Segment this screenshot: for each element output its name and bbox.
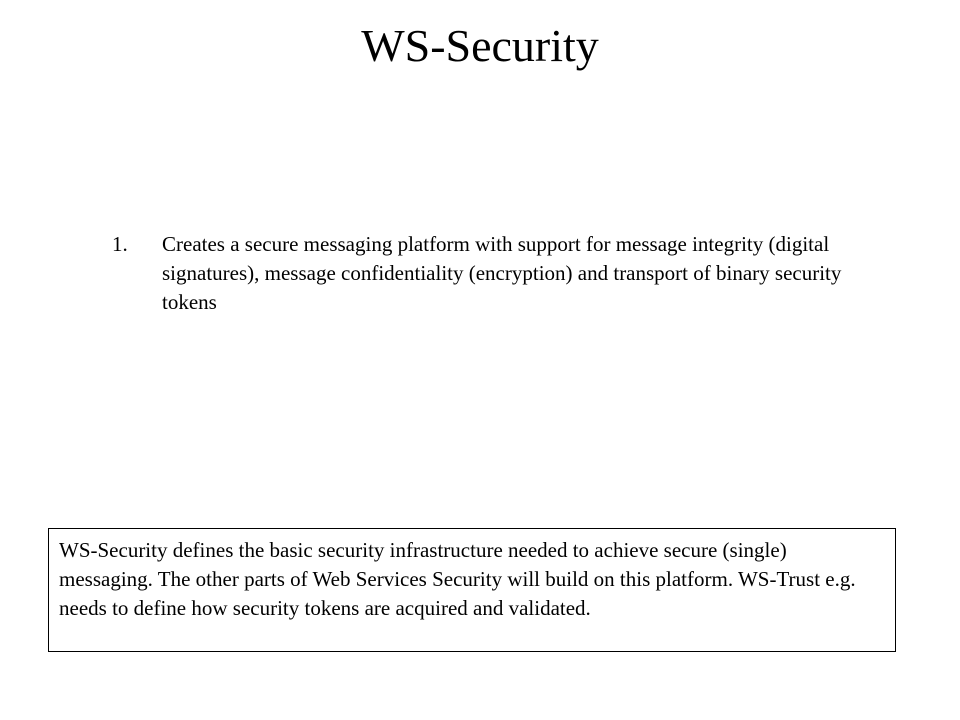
note-box: WS-Security defines the basic security infrastructure needed to achieve secure (single) messaging. The other parts of Web Services Security will build on this platform. WS-Trust e.g. needs to define how security tokens are acquired and validated. [48, 528, 896, 652]
list-item [112, 230, 862, 317]
slide-title: WS-Security [361, 20, 599, 71]
list-item-number: 1. [112, 232, 128, 256]
bullet-list [112, 230, 862, 317]
list-item-text: Creates a secure messaging platform with support for message integrity (digital signatures), message confidentiality (encryption) and transport of binary security tokens [162, 232, 842, 314]
